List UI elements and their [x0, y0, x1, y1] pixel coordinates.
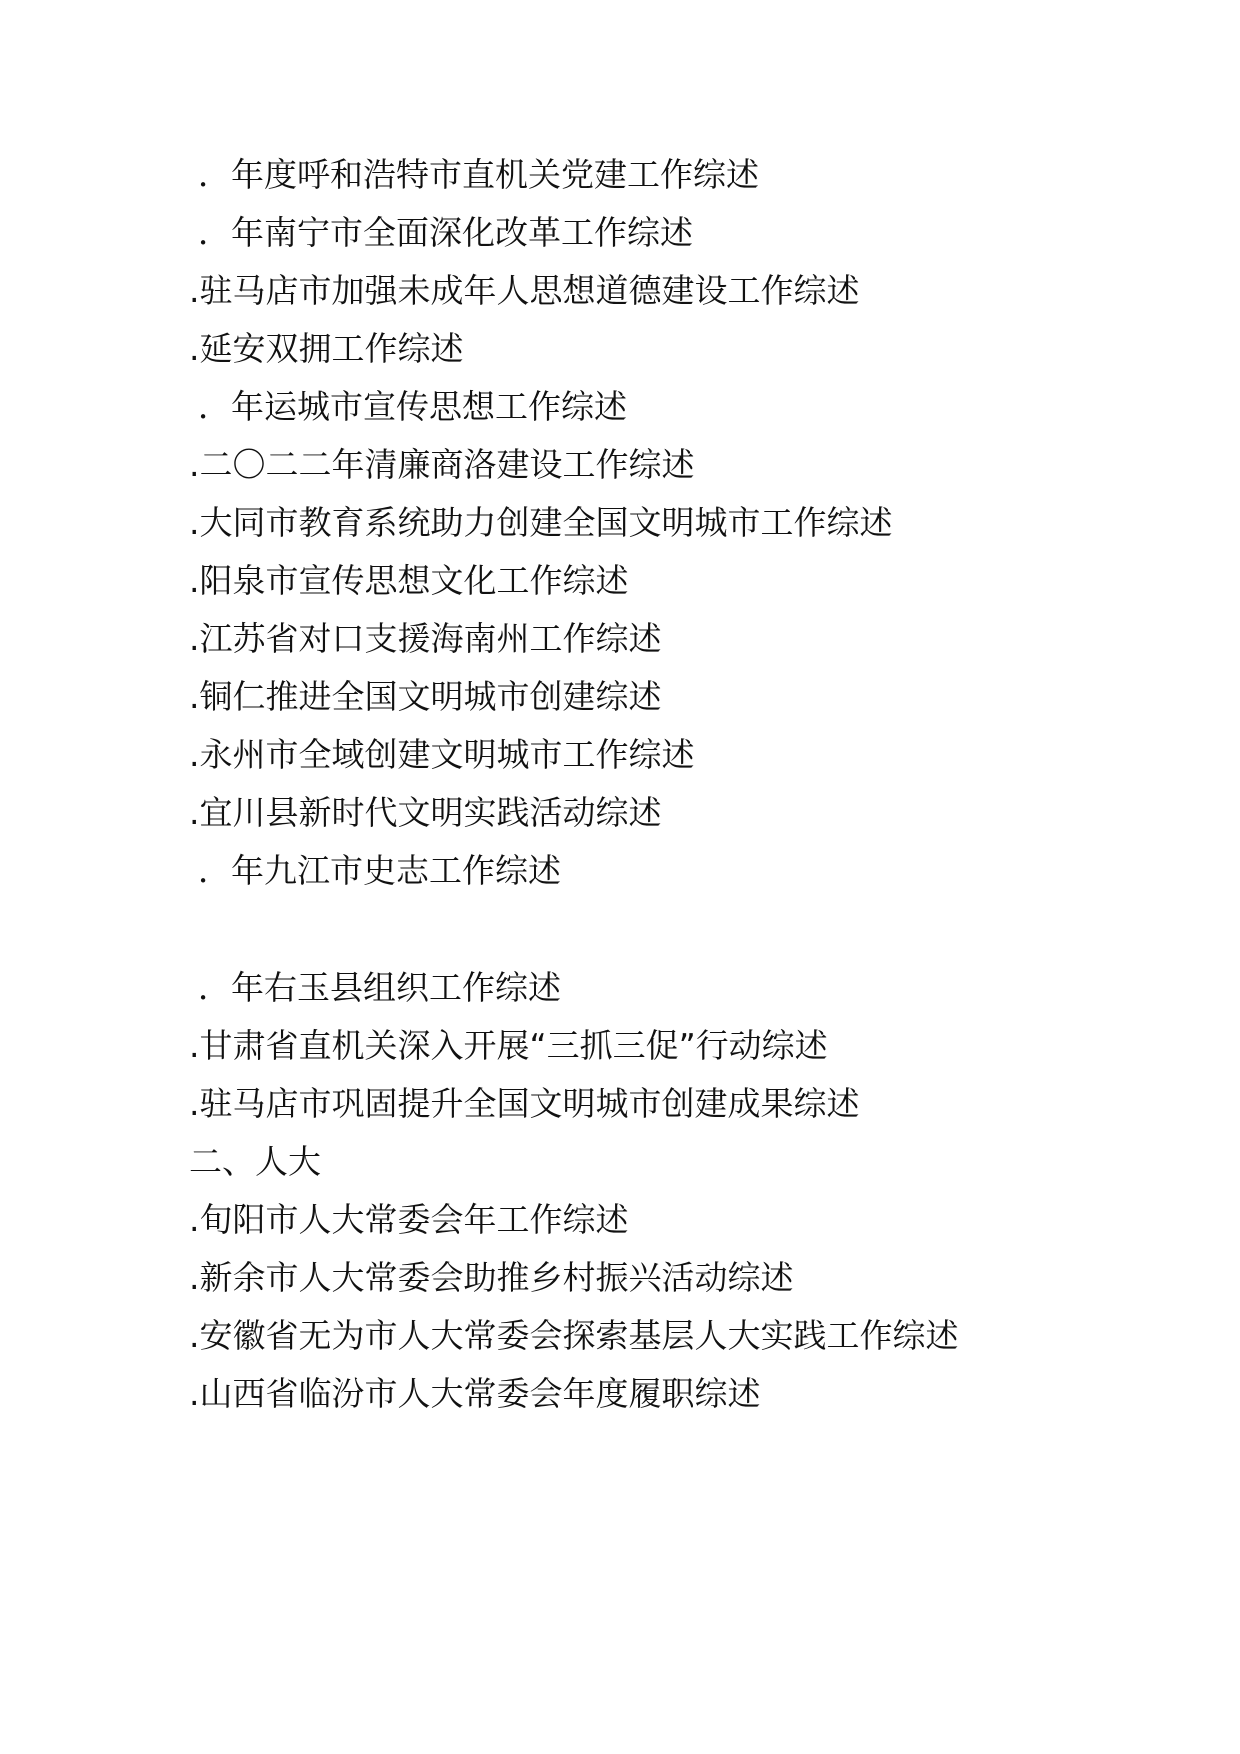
- list-item: .阳泉市宣传思想文化工作综述: [189, 561, 629, 600]
- list-item: .安徽省无为市人大常委会探索基层人大实践工作综述: [189, 1316, 959, 1355]
- list-item: ．年度呼和浩特市直机关党建工作综述: [198, 155, 759, 194]
- list-item: .延安双拥工作综述: [189, 329, 464, 368]
- list-item: .二〇二二年清廉商洛建设工作综述: [189, 445, 695, 484]
- list-item: .甘肃省直机关深入开展“三抓三促”行动综述: [189, 1026, 828, 1065]
- list-item: .驻马店市巩固提升全国文明城市创建成果综述: [189, 1084, 860, 1123]
- list-item: .永州市全域创建文明城市工作综述: [189, 735, 695, 774]
- list-item: .铜仁推进全国文明城市创建综述: [189, 677, 662, 716]
- list-item: .驻马店市加强未成年人思想道德建设工作综述: [189, 271, 860, 310]
- list-item: .大同市教育系统助力创建全国文明城市工作综述: [189, 503, 893, 542]
- list-item: .宜川县新时代文明实践活动综述: [189, 793, 662, 832]
- list-item: .江苏省对口支援海南州工作综述: [189, 619, 662, 658]
- list-item: ．年南宁市全面深化改革工作综述: [198, 213, 693, 252]
- list-item: .新余市人大常委会助推乡村振兴活动综述: [189, 1258, 794, 1297]
- list-item: .山西省临汾市人大常委会年度履职综述: [189, 1374, 761, 1413]
- list-item: ．年运城市宣传思想工作综述: [198, 387, 627, 426]
- list-item: ．年九江市史志工作综述: [198, 851, 561, 890]
- list-item: .旬阳市人大常委会年工作综述: [189, 1200, 629, 1239]
- list-item: ．年右玉县组织工作综述: [198, 968, 561, 1007]
- section-heading: 二、人大: [189, 1142, 321, 1181]
